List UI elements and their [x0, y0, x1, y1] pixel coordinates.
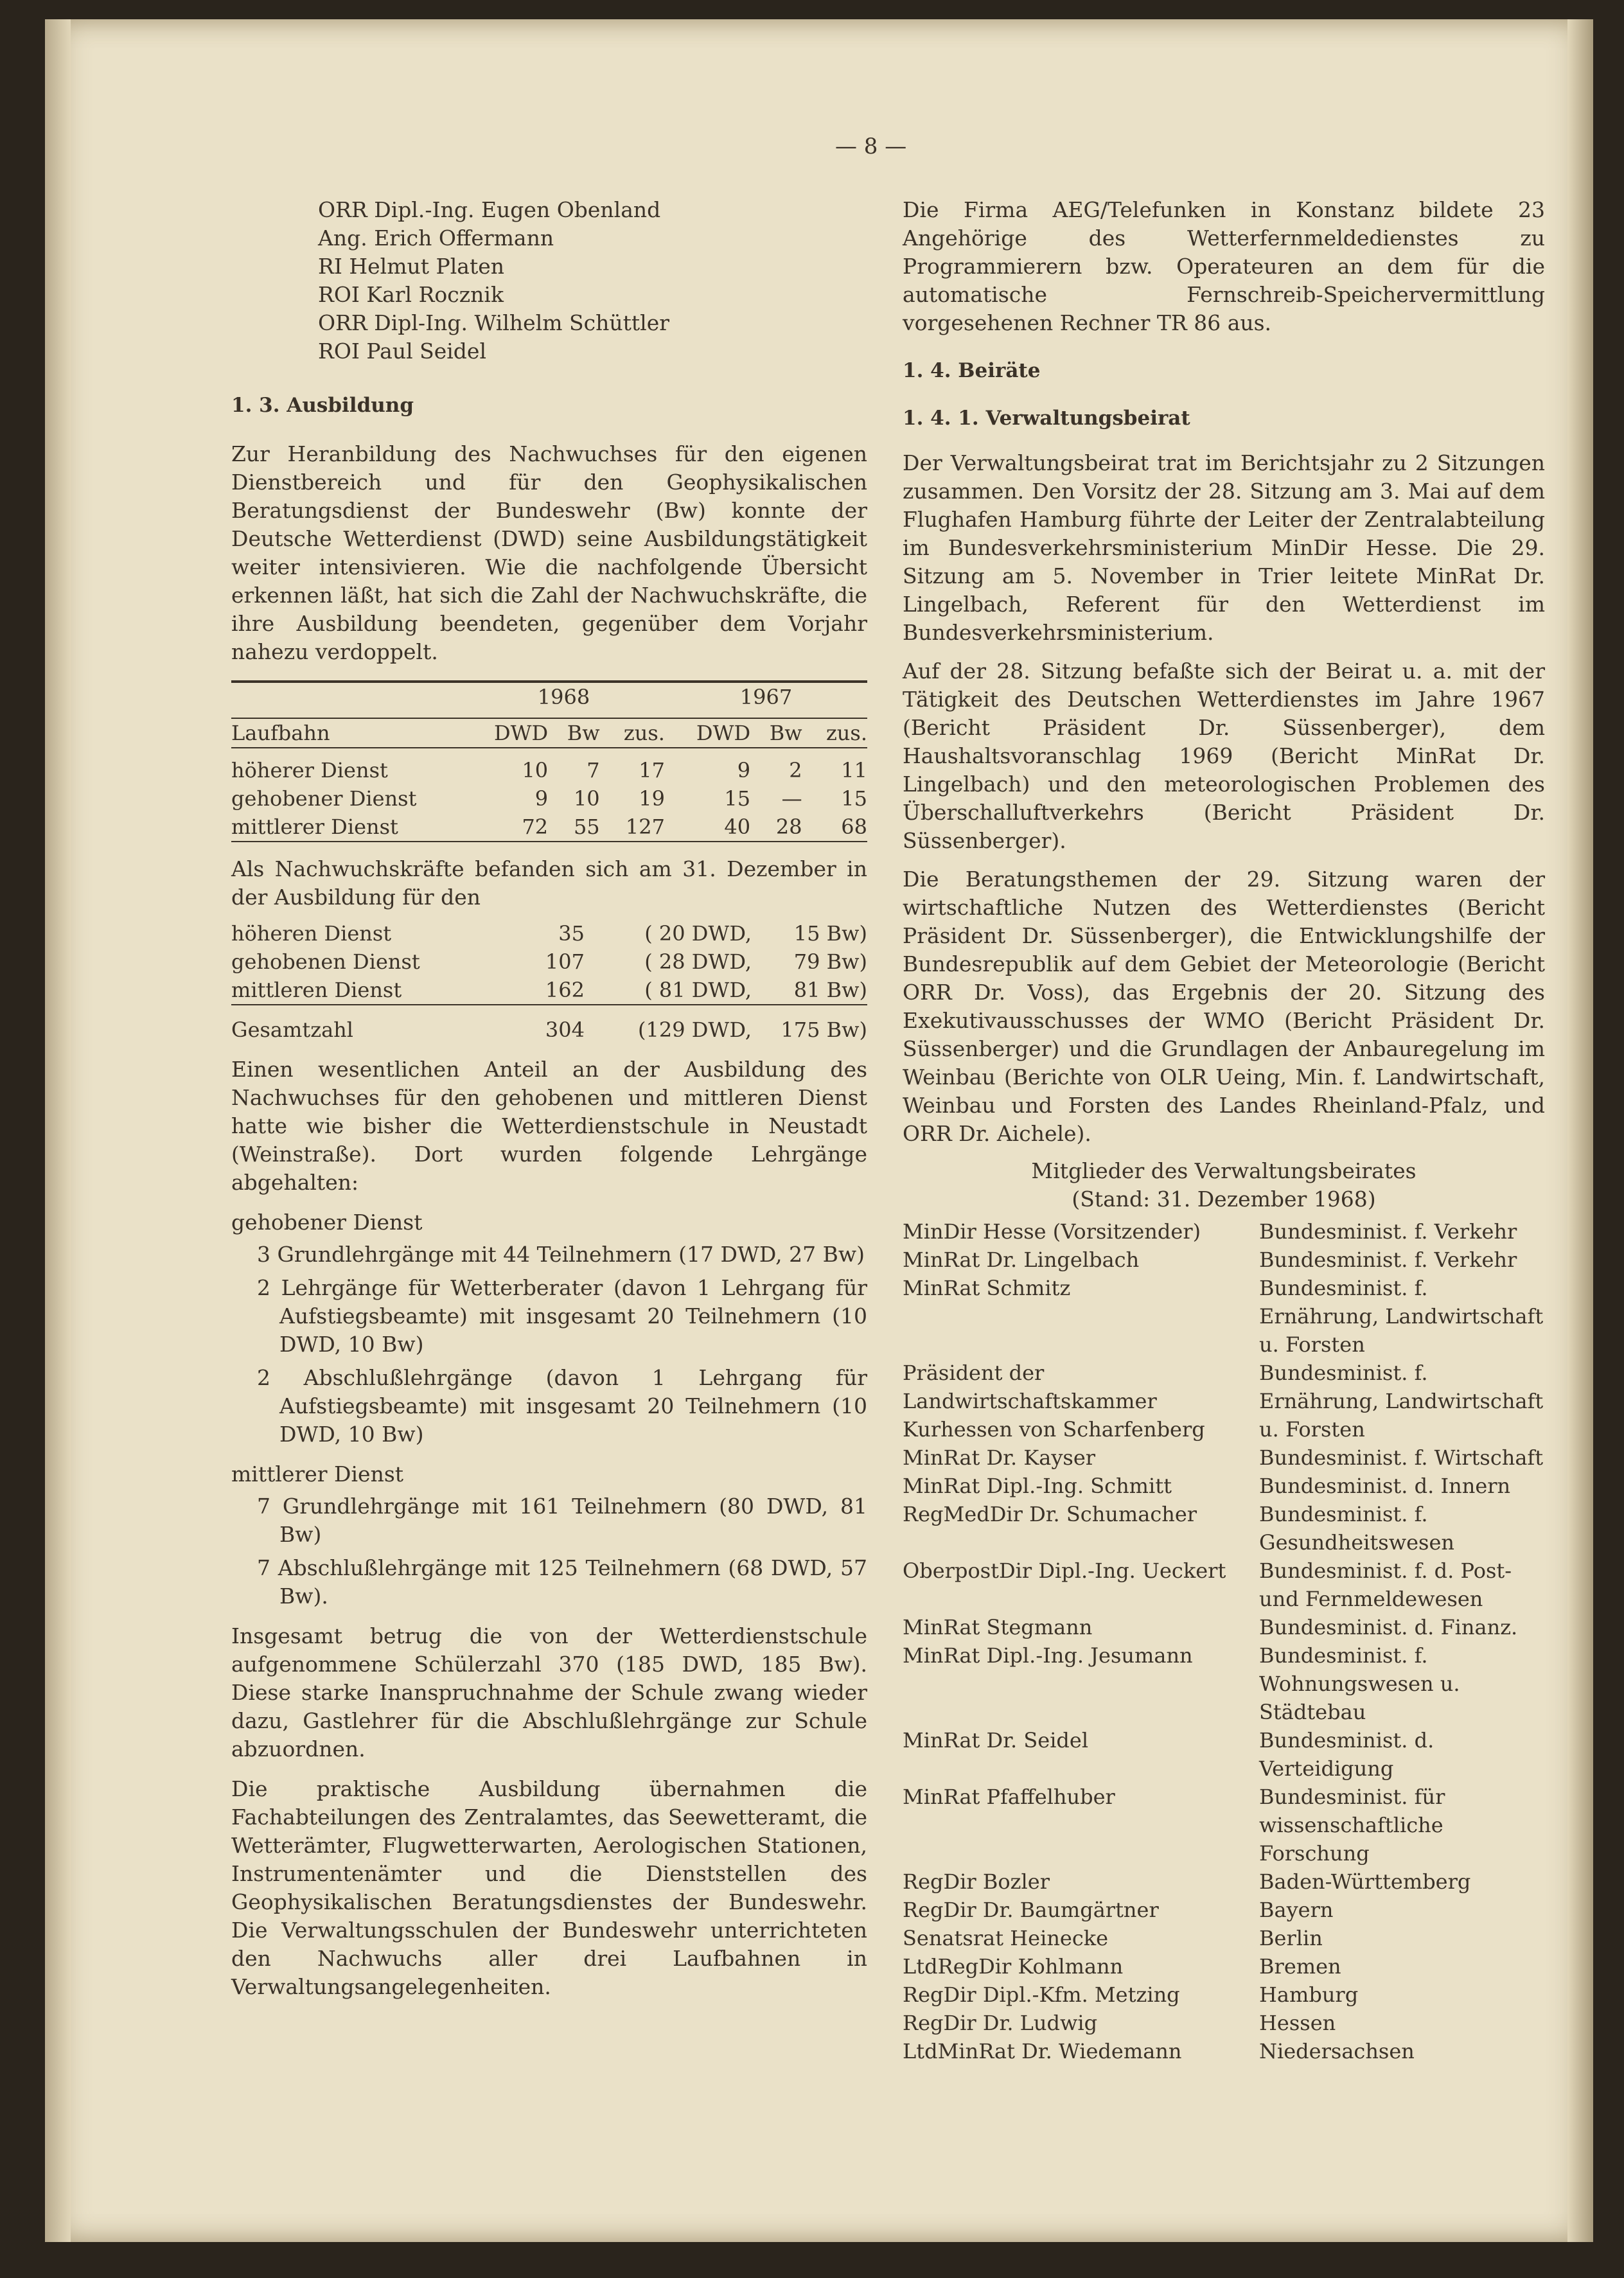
- table-cell: ( 28 DWD,: [644, 949, 752, 974]
- member-name: MinRat Dr. Seidel: [903, 1728, 1089, 1753]
- right-column: [903, 196, 1545, 2065]
- table-row: [903, 1867, 1545, 1896]
- table-cell: 72: [522, 815, 549, 839]
- mittel-label: mittlerer Dienst: [231, 1461, 404, 1487]
- staff-name: ROI Karl Rocznik: [318, 282, 504, 307]
- column-header: zus.: [825, 721, 867, 745]
- table-cell: mittleren Dienst: [231, 978, 402, 1002]
- table-row: [231, 756, 867, 784]
- staff-name-list: [318, 196, 867, 366]
- table-cell: 68: [841, 815, 867, 839]
- member-name: LtdRegDir Kohlmann: [903, 1954, 1124, 1979]
- paragraph-wetterdienstschule: Einen wesentlichen Anteil an der Ausbildung des Nachwuchses für den gehobenen und mittleren Dienst hatte wie bisher die Wetterdienstschule in Neustadt (Weinstraße). Dort wurden folgende Lehrgänge abgehalten:: [231, 1057, 867, 1195]
- list-item: 7 Grundlehrgänge mit 161 Teilnehmern (80 DWD, 81 Bw): [257, 1494, 867, 1547]
- member-name: MinRat Dr. Kayser: [903, 1445, 1096, 1470]
- member-name: RegDir Dipl.-Kfm. Metzing: [903, 1982, 1180, 2007]
- column-header: zus.: [623, 721, 665, 745]
- member-name: Präsident der Landwirtschaftskammer Kurhessen von Scharfenberg: [903, 1361, 1205, 1442]
- table-cell: 35: [558, 921, 585, 946]
- table-cell: ( 81 DWD,: [644, 978, 752, 1002]
- table-row: [231, 682, 867, 711]
- table-cell: 175 Bw): [781, 1018, 867, 1042]
- member-name: RegDir Dr. Baumgärtner: [903, 1898, 1159, 1922]
- trainees-table: [231, 919, 867, 1044]
- table-cell: 17: [639, 758, 665, 782]
- table-cell: 11: [841, 758, 867, 782]
- member-name: RegMedDir Dr. Schumacher: [903, 1502, 1197, 1526]
- left-column: [231, 196, 867, 2001]
- table-cell: 55: [573, 815, 600, 839]
- members-date: (Stand: 31. Dezember 1968): [1072, 1187, 1376, 1212]
- table-cell: 107: [545, 949, 585, 974]
- table-cell: gehobenen Dienst: [231, 949, 420, 974]
- member-ministry: Hessen: [1259, 2011, 1336, 2035]
- member-name: RegDir Bozler: [903, 1869, 1050, 1894]
- column-header: Bw: [769, 721, 802, 745]
- member-name: RegDir Dr. Ludwig: [903, 2011, 1098, 2035]
- table-row: [903, 1500, 1545, 1557]
- table-cell: 7: [587, 758, 600, 782]
- member-ministry: Berlin: [1259, 1926, 1323, 1950]
- year-header-1968: 1968: [537, 685, 590, 709]
- graduates-table: [231, 680, 867, 846]
- table-row: [903, 1472, 1545, 1500]
- table-cell: (129 DWD,: [638, 1018, 752, 1042]
- table-row: [231, 948, 867, 976]
- paragraph-praktische-ausbildung: Die praktische Ausbildung übernahmen die Fachabteilungen des Zentralamtes, das Seewetteramt, die Wetterämter, Flugwetterwarten, Aerologischen Stationen, Instrumentenämter und die Dienststellen des Geophysikalischen Beratungsdienstes der Bundeswehr. Die Verwaltungsschulen der Bundeswehr unterrichteten den Nachwuchs aller drei Laufbahnen in Verwaltungsangelegenheiten.: [231, 1776, 867, 1999]
- member-ministry: Bundesminist. d. Verteidigung: [1259, 1728, 1434, 1781]
- page-edge-right: [1567, 19, 1593, 2242]
- table-cell: ( 20 DWD,: [644, 921, 752, 946]
- page-edge-left: [45, 19, 71, 2242]
- table-header-row: [231, 718, 867, 748]
- table-cell: 127: [625, 815, 665, 839]
- table-row: [903, 1641, 1545, 1726]
- section-heading-beiraete: 1. 4. Beiräte: [903, 359, 1041, 382]
- table-row: [903, 1896, 1545, 1924]
- year-header-1967: 1967: [739, 685, 793, 709]
- member-ministry: Bundesminist. f. Ernährung, Landwirtschaft u. Forsten: [1259, 1361, 1544, 1442]
- table-cell: 2: [789, 758, 802, 782]
- members-table-body: [903, 1217, 1545, 2065]
- table-row: [231, 813, 867, 842]
- column-header: DWD: [493, 721, 549, 745]
- member-name: MinRat Dipl.-Ing. Jesumann: [903, 1643, 1193, 1668]
- paragraph-aeg-telefunken: Die Firma AEG/Telefunken in Konstanz bildete 23 Angehörige des Wetterfernmeldedienstes zu Programmierern bzw. Operateuren an dem für die automatische Fernschreib-Speichervermittlung vorgesehenen Rechner TR 86 aus.: [903, 197, 1545, 335]
- member-ministry: Bundesminist. f. Verkehr: [1259, 1248, 1517, 1272]
- table-cell: 9: [737, 758, 751, 782]
- table-row: [903, 1924, 1545, 1952]
- list-item: 7 Abschlußlehrgänge mit 125 Teilnehmern (68 DWD, 57 Bw).: [257, 1555, 867, 1609]
- table-cell: 162: [545, 978, 585, 1002]
- paragraph-schuelerzahl: Insgesamt betrug die von der Wetterdienstschule aufgenommene Schülerzahl 370 (185 DWD, 185 Bw). Diese starke Inanspruchnahme der Schule zwang wieder dazu, Gastlehrer für die Abschlußlehrgänge zur Schule abzuordnen.: [231, 1623, 867, 1761]
- table-row: [903, 1613, 1545, 1641]
- staff-name: RI Helmut Platen: [318, 254, 505, 279]
- table-cell: 15 Bw): [793, 921, 867, 946]
- table-total-row: [231, 1016, 867, 1044]
- member-ministry: Bayern: [1259, 1898, 1334, 1922]
- member-name: Senatsrat Heinecke: [903, 1926, 1109, 1950]
- table-cell: —: [781, 786, 802, 811]
- member-name: MinRat Pfaffelhuber: [903, 1785, 1115, 1809]
- list-item: 3 Grundlehrgänge mit 44 Teilnehmern (17 DWD, 27 Bw): [257, 1242, 865, 1267]
- table-cell: 10: [573, 786, 600, 811]
- table-cell: höheren Dienst: [231, 921, 392, 946]
- paragraph-trainees: Als Nachwuchskräfte befanden sich am 31. Dezember in der Ausbildung für den: [231, 856, 867, 910]
- member-ministry: Bundesminist. f. Verkehr: [1259, 1219, 1517, 1244]
- table-row: [903, 1217, 1545, 1246]
- member-ministry: Bundesminist. f. d. Post- und Fernmeldewesen: [1259, 1558, 1512, 1611]
- table-row: [231, 784, 867, 813]
- table-cell: mittlerer Dienst: [231, 815, 398, 839]
- member-name: LtdMinRat Dr. Wiedemann: [903, 2039, 1182, 2063]
- staff-name: ORR Dipl.-Ing. Eugen Obenland: [318, 197, 661, 222]
- table-row: [903, 1783, 1545, 1867]
- members-title: Mitglieder des Verwaltungsbeirates: [1031, 1158, 1417, 1183]
- paragraph-28-sitzung: Auf der 28. Sitzung befaßte sich der Beirat u. a. mit der Tätigkeit des Deutschen Wetterdienstes im Jahre 1967 (Bericht Präsident Dr. Süssenberger), dem Haushaltsvoranschlag 1969 (Bericht MinRat Dr. Lingelbach) und den meteorologischen Problemen des Überschalluftverkehrs (Bericht Präsident Dr. Süssenberger).: [903, 658, 1545, 853]
- paragraph-sitzungen: Der Verwaltungsbeirat trat im Berichtsjahr zu 2 Sitzungen zusammen. Den Vorsitz der 28. Sitzung am 3. Mai auf dem Flughafen Hamburg führte der Leiter der Zentralabteilung im Bundesverkehrsministerium MinDir Hesse. Die 29. Sitzung am 5. November in Trier leitete MinRat Dr. Lingelbach, Referent für den Wetterdienst im Bundesverkehrsministerium.: [903, 450, 1545, 645]
- table-row: [903, 1726, 1545, 1783]
- table-row: [903, 1444, 1545, 1472]
- member-ministry: Hamburg: [1259, 1982, 1359, 2007]
- table-row: [903, 1359, 1545, 1444]
- table-row: [231, 919, 867, 948]
- member-ministry: Baden-Württemberg: [1259, 1869, 1471, 1894]
- paragraph-29-sitzung: Die Beratungsthemen der 29. Sitzung waren der wirtschaftliche Nutzen des Wetterdienstes (Bericht Präsident Dr. Süssenberger), die Entwicklungshilfe der Bundesrepublik auf dem Gebiet der Meteorologie (Bericht ORR Dr. Voss), das Ergebnis der 20. Sitzung des Exekutivausschusses der WMO (Bericht Präsident Dr. Süssenberger) und die Grundlagen der Anbauregelung im Weinbau (Berichte von OLR Ueing, Min. f. Landwirtschaft, Weinbau und Forsten des Landes Rheinland-Pfalz, und ORR Dr. Aichele).: [903, 867, 1545, 1146]
- member-name: MinRat Schmitz: [903, 1276, 1071, 1300]
- member-ministry: Bundesminist. f. Wohnungswesen u. Städtebau: [1259, 1643, 1460, 1724]
- table-cell: 28: [775, 815, 802, 839]
- member-ministry: Bundesminist. d. Finanz.: [1259, 1615, 1518, 1639]
- table-cell: 81 Bw): [793, 978, 867, 1002]
- table-cell: 10: [522, 758, 549, 782]
- table-row: [903, 1274, 1545, 1359]
- member-ministry: Bundesminist. f. Ernährung, Landwirtschaft u. Forsten: [1259, 1276, 1544, 1357]
- table-cell: 79 Bw): [793, 949, 867, 974]
- table-cell: gehobener Dienst: [231, 786, 417, 811]
- member-ministry: Bundesminist. für wissenschaftliche Forschung: [1259, 1785, 1445, 1866]
- table-row: [903, 1246, 1545, 1274]
- list-item: 2 Abschlußlehrgänge (davon 1 Lehrgang für Aufstiegsbeamte) mit insgesamt 20 Teilnehmern (10 DWD, 10 Bw): [257, 1365, 867, 1447]
- page-number: — 8 —: [835, 134, 907, 159]
- section-heading-verwaltungsbeirat: 1. 4. 1. Verwaltungsbeirat: [903, 407, 1190, 430]
- list-item: 2 Lehrgänge für Wetterberater (davon 1 Lehrgang für Aufstiegsbeamte) mit insgesamt 20 Teilnehmern (10 DWD, 10 Bw): [257, 1275, 867, 1357]
- member-ministry: Bundesminist. d. Innern: [1259, 1474, 1511, 1498]
- table-cell: 15: [724, 786, 751, 811]
- gehoben-label: gehobener Dienst: [231, 1210, 423, 1235]
- member-name: MinDir Hesse (Vorsitzender): [903, 1219, 1201, 1244]
- table-row: [903, 1952, 1545, 1981]
- member-ministry: Bundesminist. f. Gesundheitswesen: [1259, 1502, 1454, 1555]
- member-name: MinRat Dr. Lingelbach: [903, 1248, 1140, 1272]
- member-ministry: Niedersachsen: [1259, 2039, 1415, 2063]
- table-cell: Gesamtzahl: [231, 1018, 353, 1042]
- member-name: MinRat Stegmann: [903, 1615, 1093, 1639]
- paragraph-ausbildung-intro: Zur Heranbildung des Nachwuchses für den eigenen Dienstbereich und für den Geophysikalischen Beratungsdienst der Bundeswehr (Bw) konnte der Deutsche Wetterdienst (DWD) seine Ausbildungstätigkeit weiter intensivieren. Wie die nachfolgende Übersicht erkennen läßt, hat sich die Zahl der Nachwuchskräfte, die ihre Ausbildung beendeten, gegenüber dem Vorjahr nahezu verdoppelt.: [231, 441, 867, 664]
- table-row: [231, 976, 867, 1005]
- column-header: Laufbahn: [231, 721, 330, 745]
- staff-name: Ang. Erich Offermann: [318, 225, 554, 251]
- table-row: [903, 2037, 1545, 2065]
- member-name: MinRat Dipl.-Ing. Schmitt: [903, 1474, 1172, 1498]
- table-row: [903, 1981, 1545, 2009]
- column-header: DWD: [696, 721, 751, 745]
- members-table: [903, 1217, 1545, 2065]
- table-row: [903, 2009, 1545, 2037]
- table-cell: 40: [724, 815, 751, 839]
- table-cell: 304: [545, 1018, 585, 1042]
- section-heading-ausbildung: 1. 3. Ausbildung: [231, 394, 414, 417]
- table-cell: 15: [841, 786, 867, 811]
- table-cell: 19: [639, 786, 665, 811]
- table-row: [903, 1557, 1545, 1613]
- staff-name: ORR Dipl-Ing. Wilhelm Schüttler: [318, 310, 670, 335]
- column-header: Bw: [567, 721, 600, 745]
- member-ministry: Bundesminist. f. Wirtschaft: [1259, 1445, 1544, 1470]
- table-cell: 9: [534, 786, 549, 811]
- table-cell: höherer Dienst: [231, 758, 388, 782]
- member-ministry: Bremen: [1259, 1954, 1341, 1979]
- member-name: OberpostDir Dipl.-Ing. Ueckert: [903, 1558, 1226, 1583]
- staff-name: ROI Paul Seidel: [318, 339, 487, 364]
